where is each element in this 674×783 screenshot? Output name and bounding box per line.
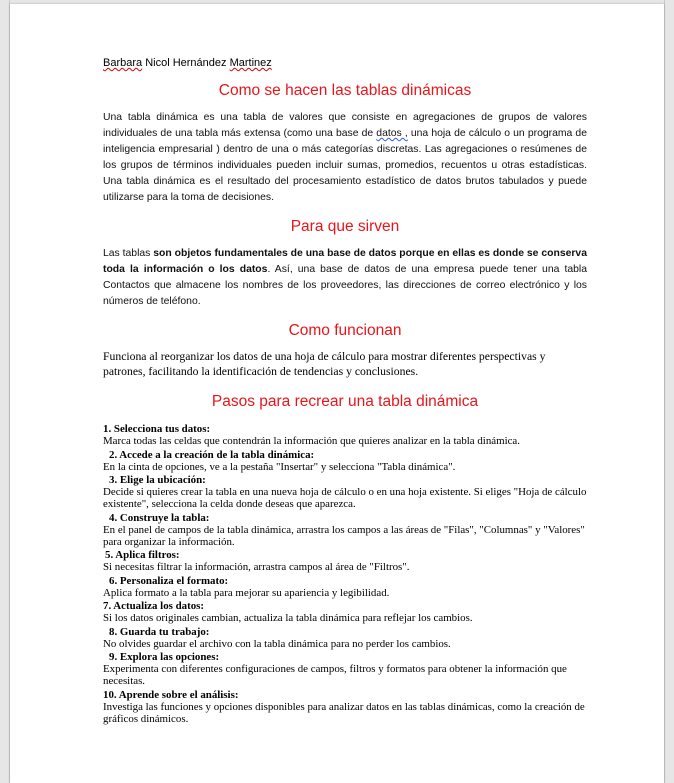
step-item: 5. Aplica filtros: Si necesitas filtrar la información, arrastra campos al área de "Filtros". [103, 549, 410, 574]
paragraph-purpose-bold: son objetos fundamentales de una base de datos porque en ellas es donde se conserva toda la información o los datos [103, 248, 587, 275]
spelling-flag: datos , [376, 128, 408, 139]
step-item: 1. Selecciona tus datos: Marca todas las celdas que contendrán la información que quieres analizar en la tabla dinámica. [103, 423, 520, 448]
step-item: 9. Explora las opciones: Experimenta con diferentes configuraciones de campos, filtros y formatos para obtener la información que necesitas. [103, 651, 567, 688]
step-item: 8. Guarda tu trabajo: No olvides guardar el archivo con la tabla dinámica para no perder los cambios. [103, 625, 451, 650]
paragraph-purpose [103, 246, 587, 310]
section-title-para-que-sirven: Para que sirven [290, 218, 400, 235]
section-title-pasos: Pasos para recrear una tabla dinámica [211, 393, 479, 411]
step-item: 6. Personaliza el formato: Aplica formato a la tabla para mejorar su apariencia y legibilidad. [103, 574, 390, 599]
steps-list [103, 423, 587, 725]
step-item: 2. Accede a la creación de la tabla dinámica: En la cinta de opciones, ve a la pestaña "Insertar" y selecciona "Tabla dinámica". [103, 448, 456, 473]
step-item: 7. Actualiza los datos: Si los datos originales cambian, actualiza la tabla dinámica para reflejar los cambios. [103, 600, 473, 625]
step-item: 3. Elige la ubicación: Decide si quieres crear la tabla en una nueva hoja de cálculo o en una hoja existente. Si eliges "Hoja de cálculo existente", selecciona la celda donde deseas que aparezca. [103, 474, 587, 511]
section-title-como-funcionan: Como funcionan [288, 322, 402, 339]
paragraph-definition [103, 110, 587, 206]
paragraph-definition-part2: una hoja de cálculo o un programa de inteligencia empresarial ) dentro de una o más categorías discretas. Las agregaciones o resúmenes de los grupos de términos individuales pueden incluir sumas, promedios, recuentos u otras estadísticas. Una tabla dinámica es el resultado del procesamiento estadístico de datos brutos tabulados y puede utilizarse para la toma de decisiones. [103, 128, 587, 203]
author-line [103, 56, 587, 70]
paragraph-purpose-pre: Las tablas [103, 248, 154, 259]
author-first-name: Barbara [103, 57, 143, 69]
step-item: 10. Aprende sobre el análisis: Investiga las funciones y opciones disponibles para analizar datos en las tablas dinámicas, como la creación de gráficos dinámicos. [103, 688, 585, 725]
document-body[interactable] [103, 56, 587, 726]
document-page[interactable] [10, 4, 664, 783]
author-middle-names: Nicol Hernández [142, 57, 230, 69]
step-item: 4. Construye la tabla: En el panel de campos de la tabla dinámica, arrastra los campos a las áreas de "Filas", "Columnas" y "Valores" para organizar la información. [103, 511, 585, 548]
paragraph-purpose-post: . Así, una base de datos de una empresa puede tener una tabla Contactos que almacene los nombres de los proveedores, las direcciones de correo electrónico y los números de teléfono. [103, 264, 587, 307]
page-edge-right [664, 0, 665, 783]
author-last-name: Martinez [229, 57, 272, 69]
paragraph-how-it-works: Funciona al reorganizar los datos de una hoja de cálculo para mostrar diferentes perspectivas y patrones, facilitando la identificación de tendencias y conclusiones. [103, 350, 546, 378]
paragraph-definition-part1: Una tabla dinámica es una tabla de valores que consiste en agregaciones de grupos de valores individuales de una tabla más extensa (como una base de [103, 112, 587, 139]
section-title-como-se-hacen: Como se hacen las tablas dinámicas [218, 82, 472, 99]
